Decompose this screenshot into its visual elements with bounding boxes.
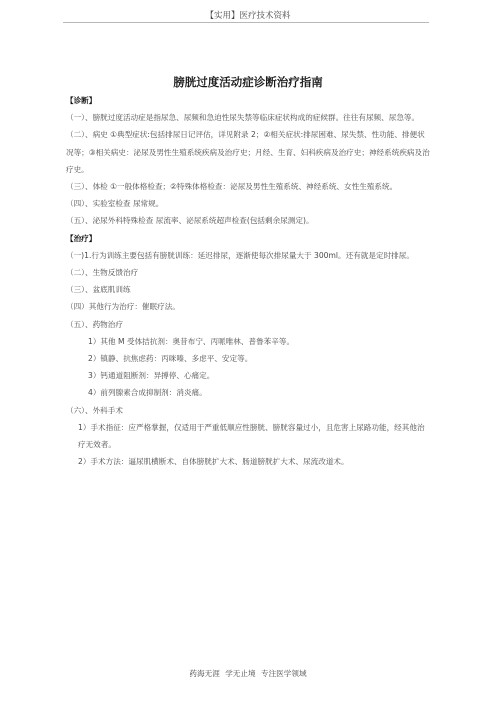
list-item: 4）前列腺素合成抑制剂：消炎痛。 <box>88 388 207 398</box>
document-title: 膀胱过度活动症诊断治疗指南 <box>173 75 323 89</box>
paragraph: （六）、外科手术 <box>66 405 123 415</box>
list-item: 3）钙通道阻断剂：异搏停、心痛定。 <box>88 371 215 381</box>
list-item: 1）其他 M 受体拮抗剂：奥昔布宁、丙哌唯林、普鲁苯辛等。 <box>88 336 295 346</box>
list-item: 2）镇静、抗焦虑药：丙咪嗪、多虑平、安定等。 <box>88 354 253 364</box>
header-divider <box>63 22 429 23</box>
section-heading-treatment: 【治疗】 <box>66 233 97 243</box>
page-header: 【实用】医疗技术资料 <box>205 11 291 21</box>
paragraph: （二）、病史 ①典型症状:包括排尿日记评估，详见附录 2；②相关症状:排尿困难、尿失禁、性功能、排便状况等；③相关病史：泌尿及男性生殖系统疾病及治疗史；月经、生育、妇科疾病及治疗史；神经系统疾病及治疗史。 <box>66 130 430 174</box>
paragraph: （五）、药物治疗 <box>66 319 123 329</box>
paragraph: （二）、生物反馈治疗 <box>66 268 139 278</box>
paragraph: （一)1.行为训练主要包括有膀胱训练：延迟排尿，逐渐使每次排尿量大于 300ml。还有就是定时排尿。 <box>66 250 414 260</box>
section-heading-diagnosis: 【诊断】 <box>66 96 97 105</box>
paragraph: （三）、体检 ①一般体格检查；②特殊体格检查：泌尿及男性生殖系统、神经系统、女性生殖系统。 <box>66 182 398 192</box>
document-body <box>66 92 432 470</box>
list-item: 2）手术方法：逼尿肌横断术、自体膀胱扩大术、肠道膀胱扩大术、尿流改道术。 <box>78 457 349 467</box>
paragraph: （五）、泌尿外科特殊检查 尿流率、泌尿系统超声检查(包括剩余尿测定)。 <box>66 216 314 226</box>
paragraph: （三）、盆底肌训练 <box>66 285 131 295</box>
page-footer: 药海无涯 学无止境 专注医学领域 <box>189 669 307 678</box>
paragraph: （四）其他行为治疗：催眠疗法。 <box>66 302 180 312</box>
paragraph: （一）、膀胱过度活动症是指尿急、尿频和急迫性尿失禁等临床症状构成的症候群。往往有尿频、尿急等。 <box>66 113 420 123</box>
paragraph: （四）、实验室检查 尿常规。 <box>66 199 164 209</box>
list-item: 1）手术指征：应严格掌握，仅适用于严重低顺应性膀胱、膀胱容量过小，且危害上尿路功能，经其他治疗无效者。 <box>78 422 425 450</box>
